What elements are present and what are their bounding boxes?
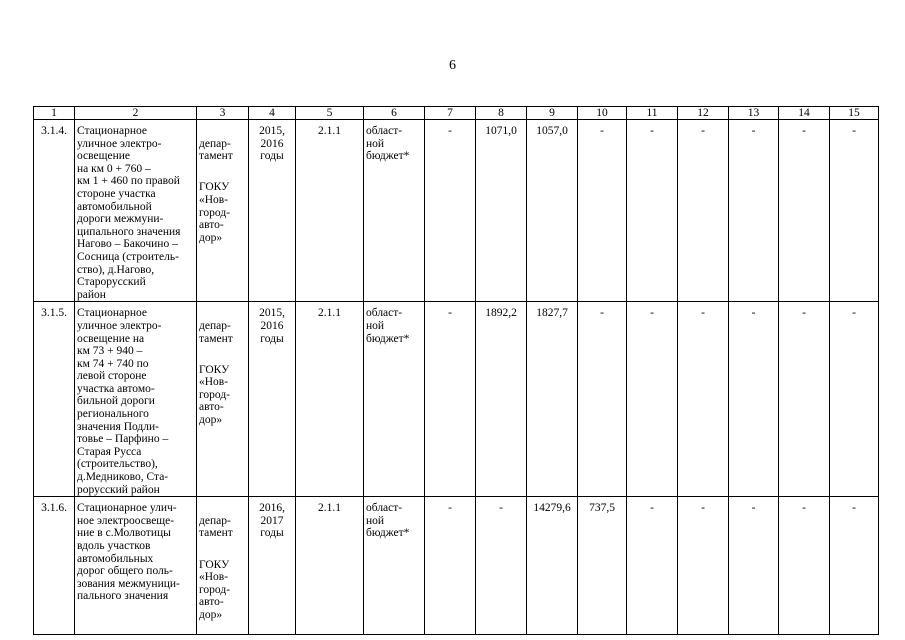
column-header: 14 [779, 107, 830, 120]
target-indicator-ref: 2.1.1 [296, 497, 364, 635]
value-cell: 1071,0 [476, 120, 527, 302]
column-header: 4 [249, 107, 296, 120]
value-cell: - [729, 302, 779, 497]
column-header: 9 [527, 107, 578, 120]
column-header: 2 [75, 107, 197, 120]
value-cell: - [729, 497, 779, 635]
value-cell: - [425, 497, 476, 635]
table-row [34, 302, 879, 497]
column-header: 3 [197, 107, 249, 120]
implementation-years: 2016, 2017 годы [249, 497, 296, 635]
value-cell: - [578, 120, 627, 302]
value-cell: - [678, 120, 729, 302]
executor-department: депар- тамент [199, 137, 233, 163]
implementation-years: 2015, 2016 годы [249, 120, 296, 302]
funding-source: област- ной бюджет* [364, 497, 425, 635]
executor-goku: ГОКУ «Нов- город- авто- дор» [199, 558, 231, 621]
executor-goku: ГОКУ «Нов- город- авто- дор» [199, 181, 231, 244]
executor-cell [197, 497, 249, 635]
value-cell: - [830, 497, 879, 635]
header-row [34, 107, 879, 120]
activity-name: Стационарное уличное электро- освещение на км 0 + 760 – км 1 + 460 по правой стороне участка автомобильной дороги межмуни- ципального значения Нагово – Бакочино – Сосница (строитель- ство), д.Нагово, Старорусский район [75, 120, 197, 302]
value-cell: 1057,0 [527, 120, 578, 302]
page-number: 6 [449, 58, 456, 73]
column-header: 7 [425, 107, 476, 120]
value-cell: - [425, 120, 476, 302]
value-cell: - [627, 120, 678, 302]
value-cell: 14279,6 [527, 497, 578, 635]
value-cell: - [779, 302, 830, 497]
row-number: 3.1.5. [34, 302, 75, 497]
target-indicator-ref: 2.1.1 [296, 302, 364, 497]
executor-cell [197, 120, 249, 302]
value-cell: - [729, 120, 779, 302]
implementation-years: 2015, 2016 годы [249, 302, 296, 497]
executor-cell [197, 302, 249, 497]
value-cell: - [830, 302, 879, 497]
value-cell: - [425, 302, 476, 497]
value-cell: - [627, 302, 678, 497]
value-cell: - [678, 497, 729, 635]
value-cell: 1892,2 [476, 302, 527, 497]
column-header: 1 [34, 107, 75, 120]
value-cell: - [678, 302, 729, 497]
row-number: 3.1.6. [34, 497, 75, 635]
program-activities-table [33, 106, 879, 635]
executor-goku: ГОКУ «Нов- город- авто- дор» [199, 363, 231, 427]
value-cell: - [476, 497, 527, 635]
column-header: 8 [476, 107, 527, 120]
funding-source: област- ной бюджет* [364, 120, 425, 302]
value-cell: 1827,7 [527, 302, 578, 497]
activity-name: Стационарное улич- ное электроосвеще- ние в с.Молвотицы вдоль участков автомобильных дорог общего поль- зования межмуници- пального значения [75, 497, 197, 635]
activity-name: Стационарное уличное электро- освещение на км 73 + 940 – км 74 + 740 по левой стороне участка автомо- бильной дороги регионального значения Подли- товье – Парфино – Старая Русса (строительство), д.Медниково, Ста- рорусский район [75, 302, 197, 497]
executor-department: депар- тамент [199, 514, 233, 540]
value-cell: - [578, 302, 627, 497]
executor-department: депар- тамент [199, 319, 233, 345]
target-indicator-ref: 2.1.1 [296, 120, 364, 302]
column-header: 12 [678, 107, 729, 120]
column-header: 13 [729, 107, 779, 120]
value-cell: - [779, 120, 830, 302]
column-header: 10 [578, 107, 627, 120]
value-cell: 737,5 [578, 497, 627, 635]
table-row [34, 120, 879, 302]
table-row [34, 497, 879, 635]
column-header: 15 [830, 107, 879, 120]
value-cell: - [779, 497, 830, 635]
value-cell: - [627, 497, 678, 635]
column-header: 5 [296, 107, 364, 120]
column-header: 6 [364, 107, 425, 120]
value-cell: - [830, 120, 879, 302]
funding-source: област- ной бюджет* [364, 302, 425, 497]
column-header: 11 [627, 107, 678, 120]
row-number: 3.1.4. [34, 120, 75, 302]
